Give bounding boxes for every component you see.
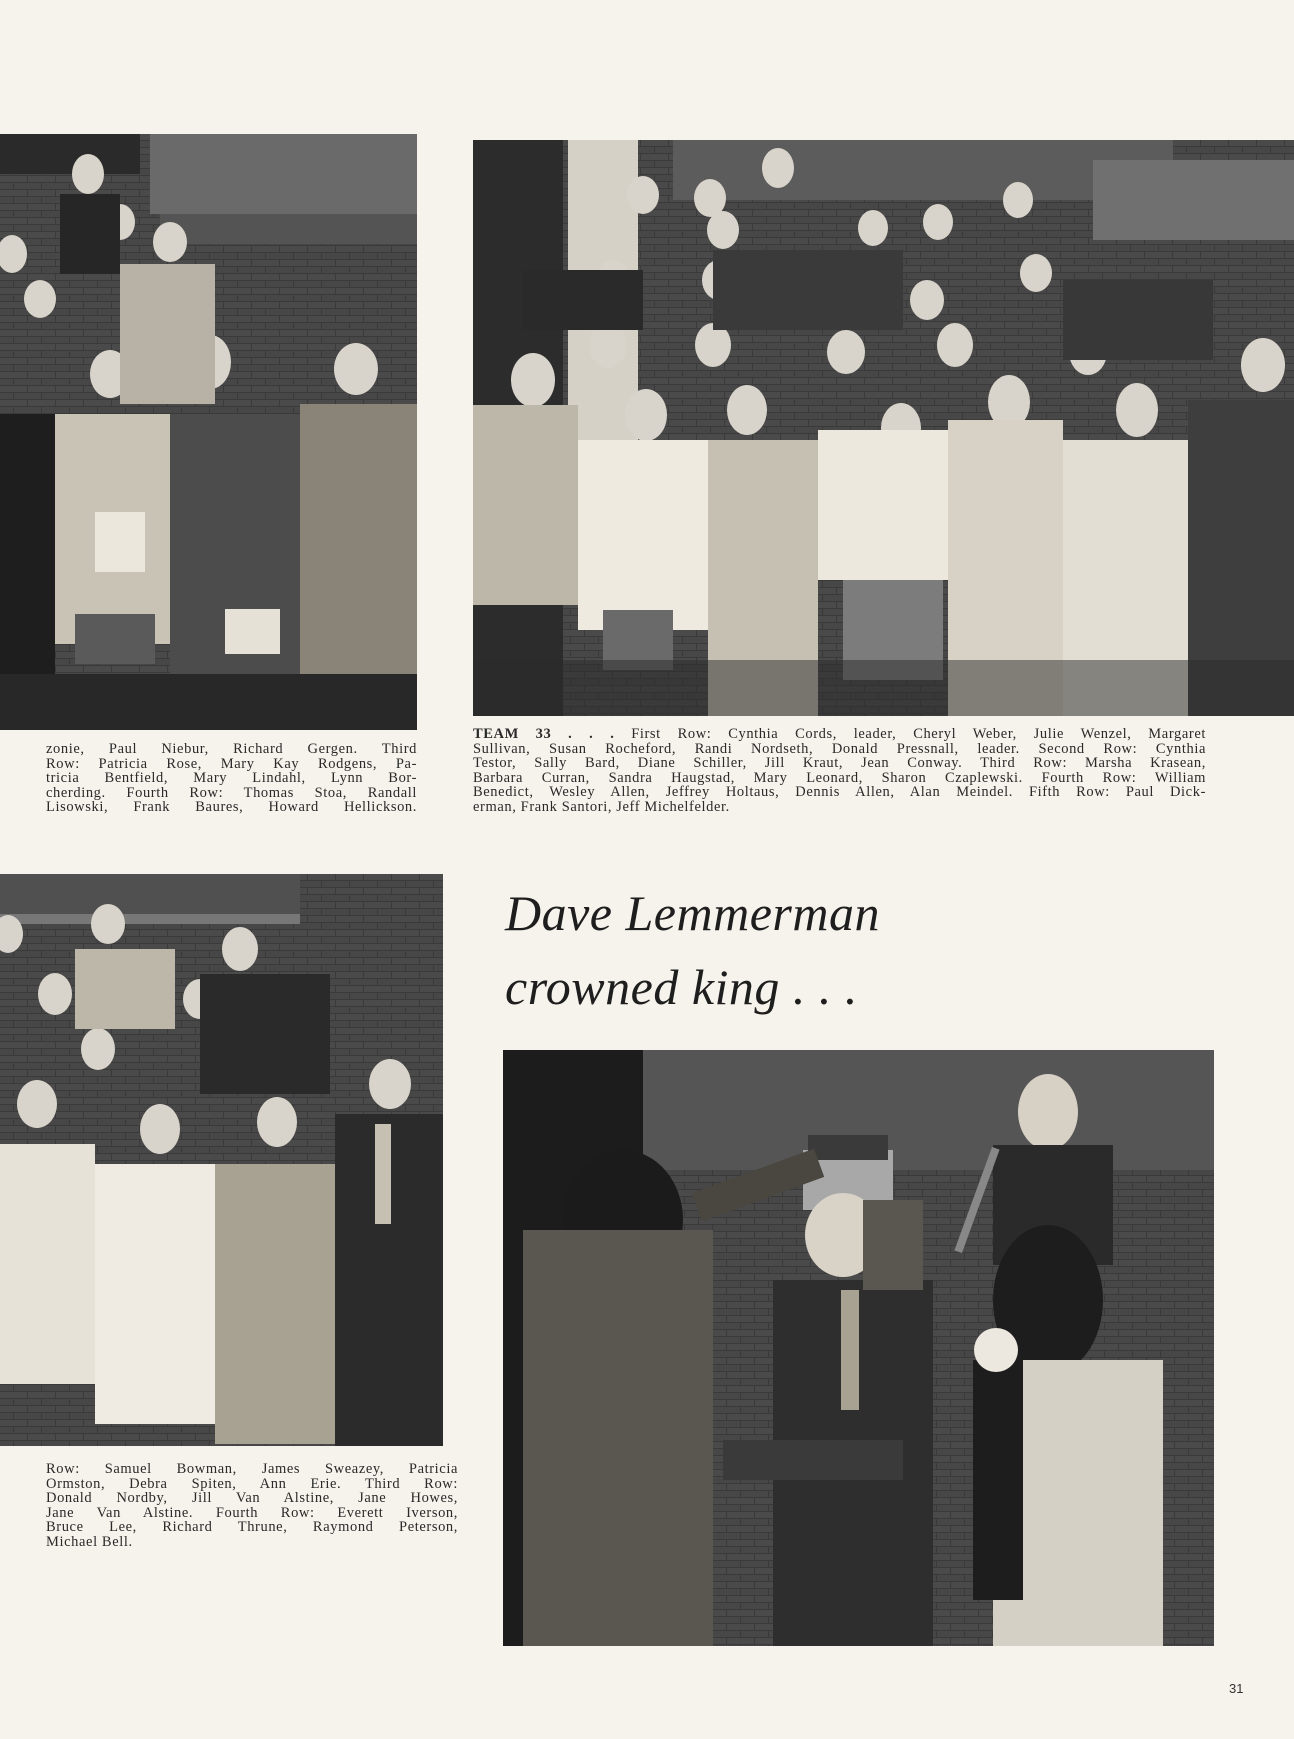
caption-line: cherding. Fourth Row: Thomas Stoa, Randall [46, 784, 417, 801]
caption-line: Benedict, Wesley Allen, Jeffrey Holtaus, Dennis Allen, Alan Meindel. Fifth Row: Paul Dick- [473, 784, 1206, 800]
crowning-photo [503, 1050, 1214, 1646]
caption-line: Sullivan, Susan Rocheford, Randi Nordseth, Donald Pressnall, leader. Second Row: Cynthia [473, 740, 1206, 757]
caption-line: Ormston, Debra Spiten, Ann Erie. Third Row: [46, 1475, 458, 1492]
team-label: TEAM 33 . . . [473, 726, 615, 742]
caption-line: Donald Nordby, Jill Van Alstine, Jane Howes, [46, 1490, 458, 1506]
group-photo-bottom-left [0, 874, 443, 1446]
caption-line: zonie, Paul Niebur, Richard Gergen. Third [46, 741, 417, 757]
headline-line-2: crowned king . . . [505, 959, 858, 1015]
group-photo-top-left [0, 134, 417, 730]
caption-line: Jane Van Alstine. Fourth Row: Everett Iverson, [46, 1504, 458, 1521]
team-33-group-photo [473, 140, 1294, 716]
caption-line: tricia Bentfield, Mary Lindahl, Lynn Bor- [46, 770, 417, 786]
caption-line: erman, Frank Santori, Jeff Michelfelder. [473, 798, 730, 815]
caption-team-33 [473, 727, 1206, 814]
caption-top-left [46, 742, 417, 815]
caption-line: Row: Samuel Bowman, James Sweazey, Patricia [46, 1461, 458, 1477]
caption-line: Row: Patricia Rose, Mary Kay Rodgens, Pa- [46, 755, 417, 772]
caption-line: Michael Bell. [46, 1533, 133, 1550]
caption-line [473, 727, 1206, 742]
caption-bottom-left [46, 1462, 458, 1549]
caption-line: Testor, Sally Bard, Diane Schiller, Jill Kraut, Jean Conway. Third Row: Marsha Krasean, [473, 755, 1206, 771]
headline-line-1: Dave Lemmerman [505, 885, 880, 941]
page-number: 31 [1229, 1681, 1244, 1696]
caption-line: Lisowski, Frank Baures, Howard Hellickson. [46, 799, 417, 815]
caption-text: First Row: Cynthia Cords, leader, Cheryl Weber, Julie Wenzel, Margaret [614, 726, 1206, 742]
caption-line: Bruce Lee, Richard Thrune, Raymond Peterson, [46, 1519, 458, 1535]
caption-line: Barbara Curran, Sandra Haugstad, Mary Leonard, Sharon Czaplewski. Fourth Row: William [473, 769, 1206, 786]
